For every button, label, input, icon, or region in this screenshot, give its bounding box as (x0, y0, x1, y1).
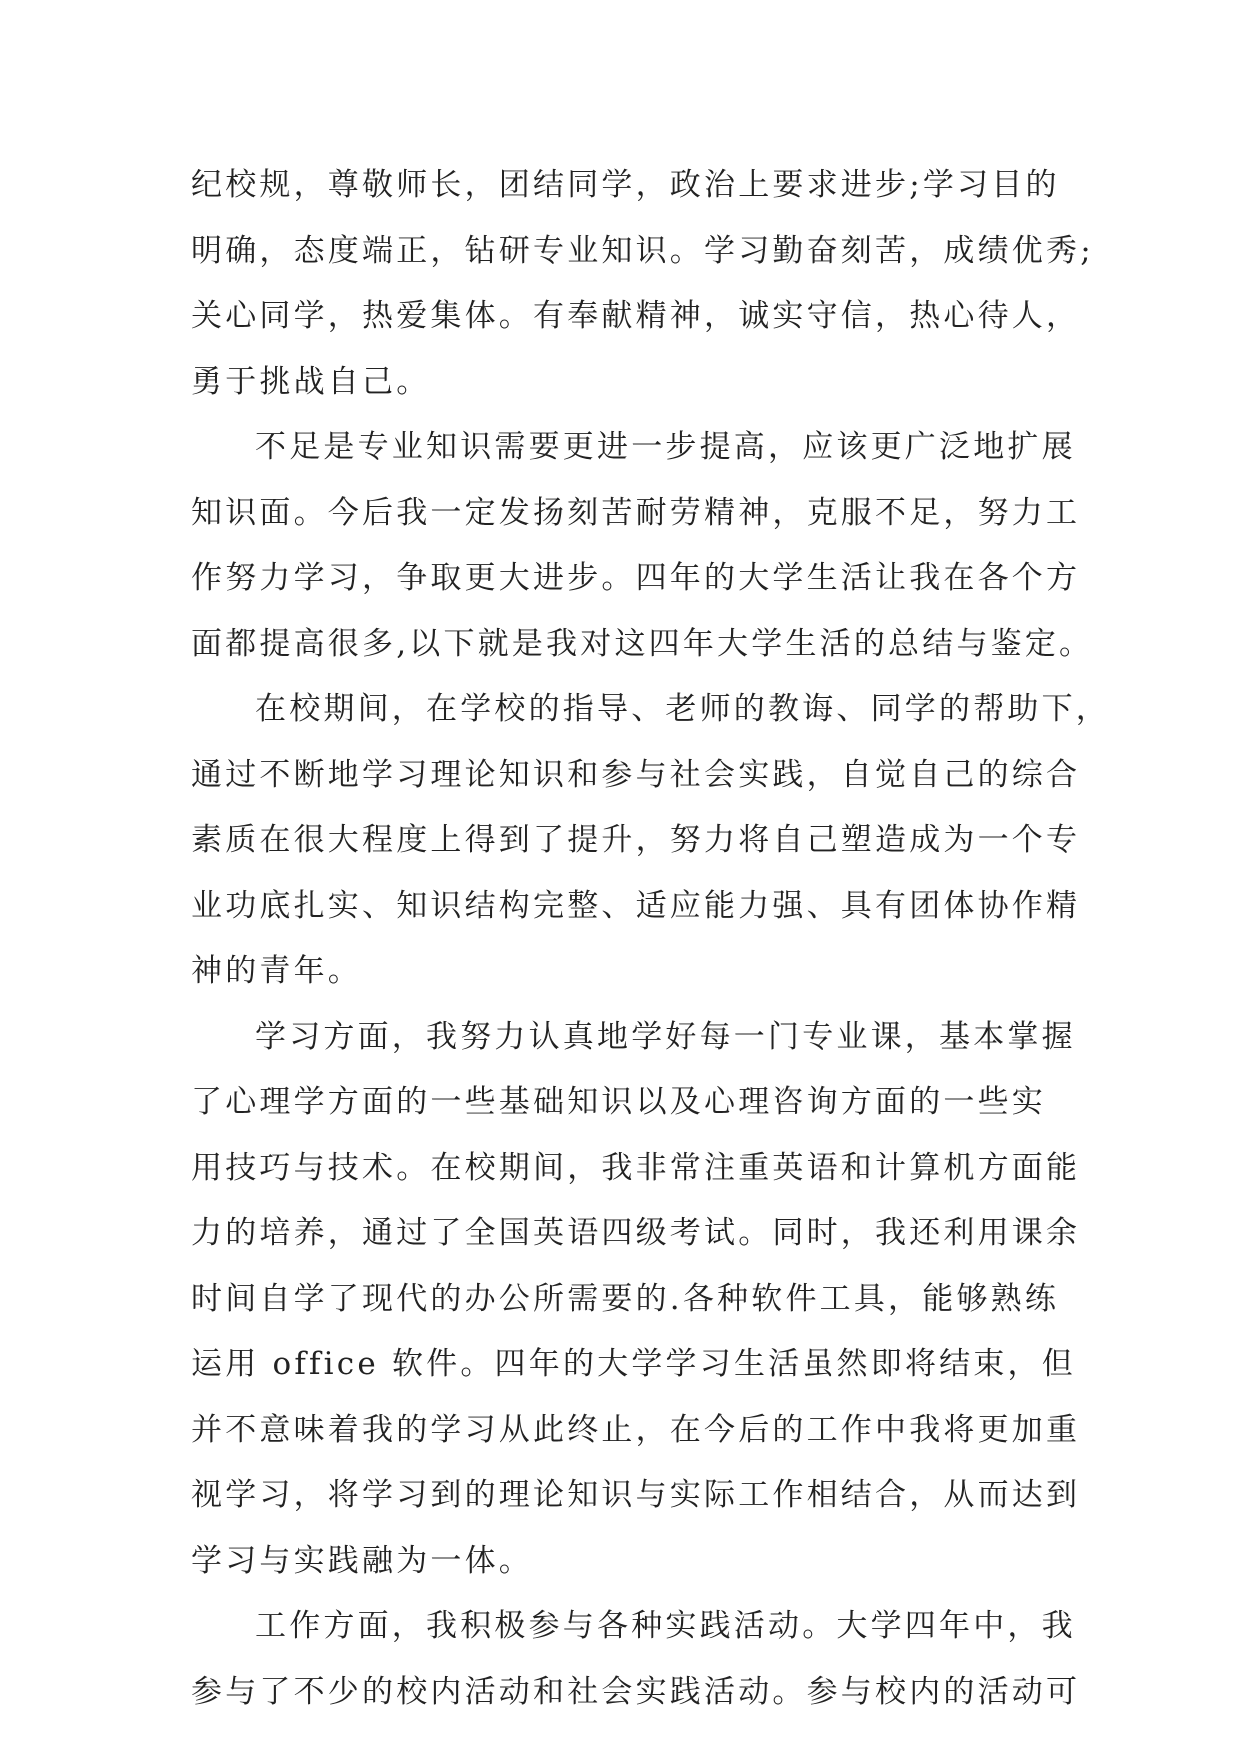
text-line: 纪校规，尊敬师长，团结同学，政治上要求进步;学习目的 (191, 167, 1060, 203)
text-line: 学习与实践融为一体。 (191, 1542, 533, 1579)
text-line: 视学习，将学习到的理论知识与实际工作相结合，从而达到 (191, 1477, 1081, 1513)
text-line: 关心同学，热爱集体。有奉献精神，诚实守信，热心待人， (191, 298, 1081, 334)
text-line: 作努力学习，争取更大进步。四年的大学生活让我在各个方 (191, 560, 1081, 596)
text-line: 力的培养，通过了全国英语四级考试。同时，我还利用课余 (191, 1215, 1081, 1251)
text-line: 运用 office 软件。四年的大学学习生活虽然即将结束，但 (191, 1346, 1076, 1382)
text-line: 神的青年。 (191, 953, 362, 989)
paragraph-first-line: 在校期间，在学校的指导、老师的教诲、同学的帮助下， (255, 691, 1110, 727)
text-line: 勇于挑战自己。 (191, 363, 431, 400)
text-line: 用技巧与技术。在校期间，我非常注重英语和计算机方面能 (191, 1149, 1081, 1186)
text-line: 素质在很大程度上得到了提升，努力将自己塑造成为一个专 (191, 822, 1081, 858)
text-line: 并不意味着我的学习从此终止，在今后的工作中我将更加重 (191, 1411, 1081, 1448)
text-line: 知识面。今后我一定发扬刻苦耐劳精神，克服不足，努力工 (191, 494, 1081, 531)
paragraph-first-line: 不足是专业知识需要更进一步提高，应该更广泛地扩展 (255, 429, 1076, 465)
text-line: 通过不断地学习理论知识和参与社会实践，自觉自己的综合 (191, 756, 1081, 793)
text-line: 业功底扎实、知识结构完整、适应能力强、具有团体协作精 (191, 887, 1081, 924)
paragraph-first-line: 工作方面，我积极参与各种实践活动。大学四年中，我 (255, 1608, 1076, 1644)
paragraph-first-line: 学习方面，我努力认真地学好每一门专业课，基本掌握 (255, 1018, 1076, 1055)
text-line: 了心理学方面的一些基础知识以及心理咨询方面的一些实 (191, 1084, 1046, 1120)
text-line: 参与了不少的校内活动和社会实践活动。参与校内的活动可 (191, 1673, 1081, 1710)
text-line: 明确，态度端正，钻研专业知识。学习勤奋刻苦，成绩优秀; (191, 232, 1094, 269)
text-line: 面都提高很多,以下就是我对这四年大学生活的总结与鉴定。 (191, 625, 1094, 662)
document-body (191, 161, 1110, 1733)
text-line: 时间自学了现代的办公所需要的.各种软件工具，能够熟练 (191, 1280, 1060, 1317)
